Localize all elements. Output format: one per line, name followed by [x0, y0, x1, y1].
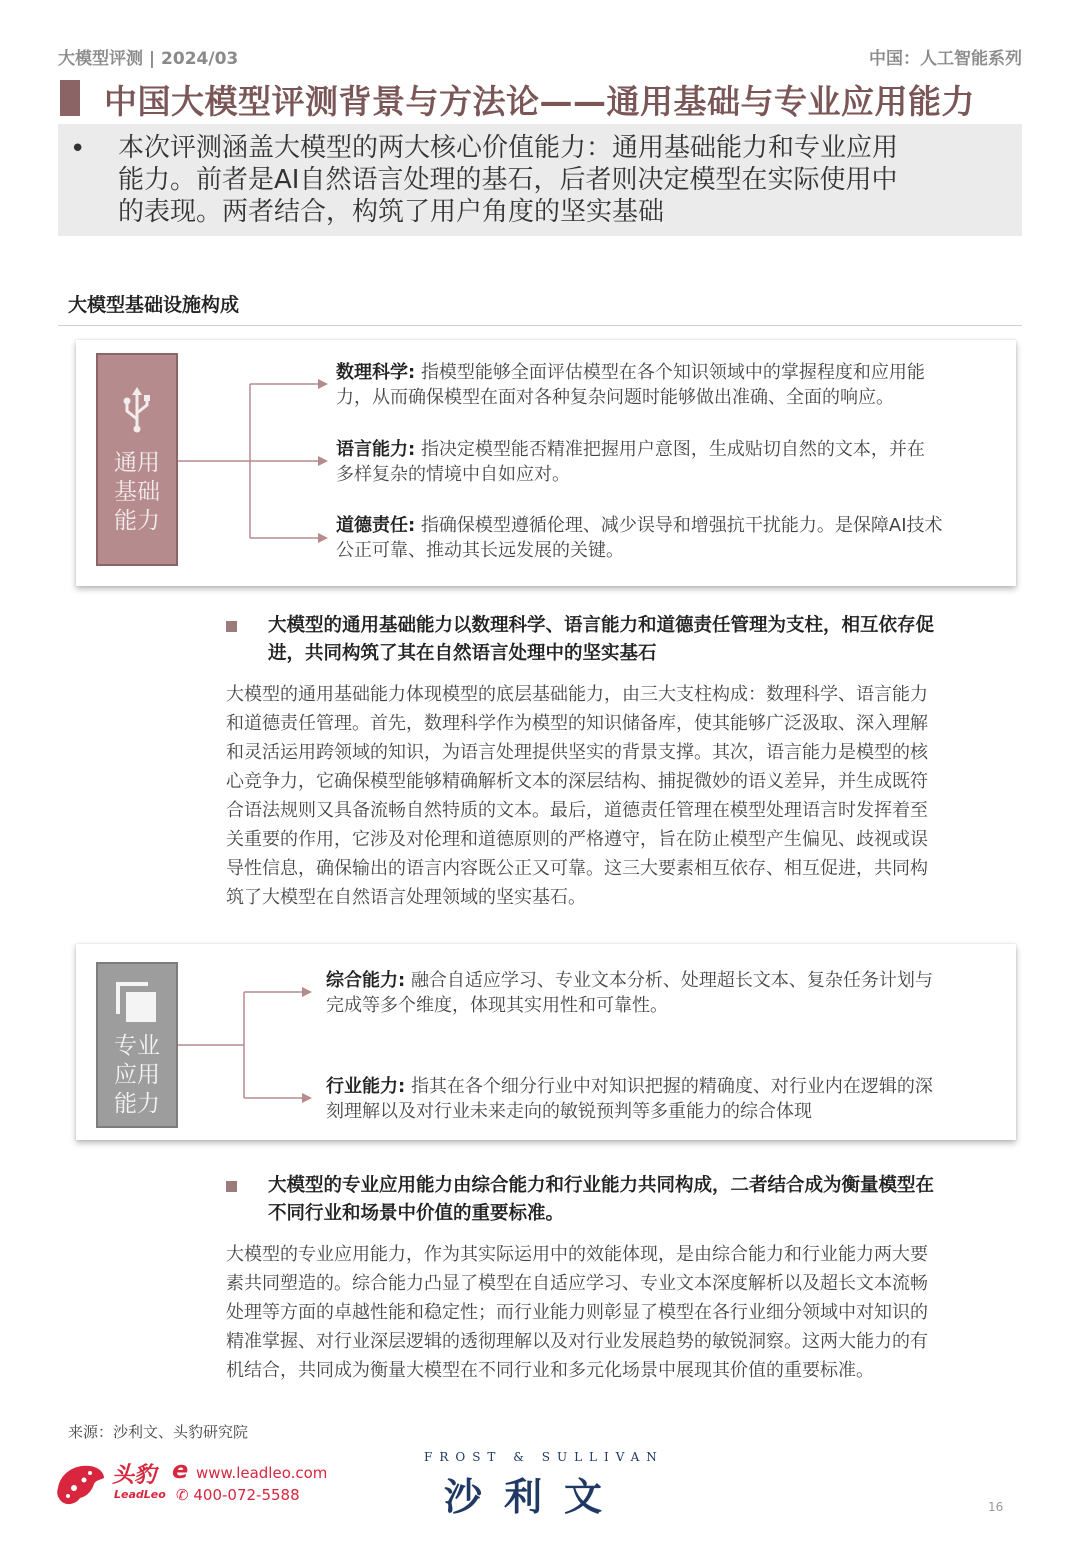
section-divider	[58, 325, 1022, 326]
item-term: 行业能力:	[326, 1076, 406, 1097]
leadleo-phone-number: 400-072-5588	[193, 1486, 300, 1504]
title-accent-bar	[60, 80, 80, 116]
paragraph-line: 关重要的作用，它涉及对伦理和道德原则的严格遵守，旨在防止模型产生偏见、歧视或误	[226, 829, 928, 850]
phone-icon: ✆	[176, 1486, 189, 1504]
leadleo-logo-cn: 头豹	[112, 1463, 157, 1488]
paragraph-line: 和灵活运用跨领域的知识，为语言处理提供坚实的背景支撑。其次，语言能力是模型的核	[226, 742, 928, 763]
pillar-label	[98, 449, 176, 536]
leopard-logo-icon	[54, 1458, 108, 1512]
usb-icon	[117, 385, 157, 441]
item-term: 道德责任:	[336, 515, 416, 536]
page-number: 16	[988, 1500, 1004, 1514]
key-point-line: 大模型的专业应用能力由综合能力和行业能力共同构成，二者结合成为衡量模型在	[268, 1175, 935, 1196]
source-note: 来源：沙利文、头豹研究院	[68, 1423, 249, 1441]
pillar-label-line: 基础	[114, 479, 160, 505]
key-point-line: 大模型的通用基础能力以数理科学、语言能力和道德责任管理为支柱，相互依存促	[268, 615, 935, 636]
paragraph-line: 和道德责任管理。首先，数理科学作为模型的知识储备库，使其能够广泛汲取、深入理解	[226, 713, 928, 734]
key-point-line: 进，共同构筑了其在自然语言处理中的坚实基石	[268, 643, 657, 664]
summary-line: 能力。前者是AI自然语言处理的基石，后者则决定模型在实际使用中	[118, 165, 898, 195]
summary-line: 本次评测涵盖大模型的两大核心价值能力：通用基础能力和专业应用	[118, 133, 899, 163]
paragraph-line: 心竞争力，它确保模型能够精确解析文本的深层结构、捕捉微妙的语义差异，并生成既符	[226, 771, 928, 792]
copy-icon	[114, 980, 160, 1034]
leadleo-e-icon: e	[172, 1456, 189, 1484]
leadleo-logo	[54, 1456, 334, 1512]
item-desc: 融合自适应学习、专业文本分析、处理超长文本、复杂任务计划与	[410, 970, 933, 991]
professional-ability-pillar	[96, 962, 178, 1128]
pillar-label-line: 专业	[114, 1033, 160, 1059]
item-desc: 公正可靠、推动其长远发展的关键。	[336, 540, 624, 561]
square-bullet-icon	[226, 1181, 237, 1192]
frost-sullivan-logo-en: FROST & SULLIVAN	[424, 1450, 664, 1464]
header-series-name: 中国：人工智能系列	[869, 49, 1022, 69]
paragraph-line: 处理等方面的卓越性能和稳定性；而行业能力则彰显了模型在各行业细分领域中对知识的	[226, 1302, 928, 1323]
item-term: 综合能力:	[326, 970, 406, 991]
paragraph-general	[226, 680, 1006, 912]
key-point-text	[268, 1172, 1004, 1228]
paragraph-line: 导性信息，确保输出的语言内容既公正又可靠。这三大要素相互依存、相互促进，共同构	[226, 858, 928, 879]
item-term: 数理科学:	[336, 362, 416, 383]
item-ethics	[336, 513, 1008, 563]
item-desc: 完成等多个维度，体现其实用性和可靠性。	[326, 995, 668, 1016]
summary-text	[118, 132, 998, 228]
pillar-label-line: 能力	[114, 1091, 160, 1117]
general-ability-pillar	[96, 353, 178, 566]
key-point-text	[268, 612, 1004, 668]
pillar-label	[98, 1032, 176, 1119]
item-desc: 刻理解以及对行业未来走向的敏锐预判等多重能力的综合体现	[326, 1101, 812, 1122]
paragraph-line: 精准掌握、对行业深层逻辑的透彻理解以及对行业发展趋势的敏锐洞察。这两大能力的有	[226, 1331, 928, 1352]
summary-bullet: •	[70, 134, 86, 164]
item-math-science	[336, 360, 1008, 410]
item-term: 语言能力:	[336, 439, 416, 460]
paragraph-line: 筑了大模型在自然语言处理领域的坚实基石。	[226, 887, 586, 908]
item-comprehensive-ability	[326, 968, 1008, 1018]
paragraph-line: 机结合，共同成为衡量大模型在不同行业和多元化场景中展现其价值的重要标准。	[226, 1360, 874, 1381]
pillar-label-line: 能力	[114, 508, 160, 534]
item-industry-ability	[326, 1074, 1008, 1124]
pillar-label-line: 通用	[114, 450, 160, 476]
general-connector-lines	[178, 340, 338, 600]
item-desc: 多样复杂的情境中自如应对。	[336, 464, 570, 485]
frost-sullivan-logo-cn: 沙利文	[444, 1475, 625, 1519]
section-title: 大模型基础设施构成	[68, 294, 240, 316]
paragraph-professional	[226, 1240, 1006, 1385]
item-desc: 力，从而确保模型在面对各种复杂问题时能够做出准确、全面的响应。	[336, 387, 894, 408]
pillar-label-line: 应用	[114, 1062, 160, 1088]
item-desc: 指模型能够全面评估模型在各个知识领域中的掌握程度和应用能	[420, 362, 925, 383]
summary-box	[58, 124, 1022, 236]
paragraph-line: 素共同塑造的。综合能力凸显了模型在自适应学习、专业文本深度解析以及超长文本流畅	[226, 1273, 928, 1294]
paragraph-line: 大模型的专业应用能力，作为其实际运用中的效能体现，是由综合能力和行业能力两大要	[226, 1244, 928, 1265]
paragraph-line: 合语法规则又具备流畅自然特质的文本。最后，道德责任管理在模型处理语言时发挥着至	[226, 800, 928, 821]
item-language-ability	[336, 437, 1008, 487]
item-desc: 指确保模型遵循伦理、减少误导和增强抗干扰能力。是保障AI技术	[420, 515, 943, 536]
key-point-line: 不同行业和场景中价值的重要标准。	[268, 1203, 565, 1224]
leadleo-logo-en: LeadLeo	[114, 1488, 166, 1501]
summary-line: 的表现。两者结合，构筑了用户角度的坚实基础	[118, 197, 665, 227]
leadleo-website[interactable]: www.leadleo.com	[196, 1464, 328, 1482]
square-bullet-icon	[226, 621, 237, 632]
item-desc: 指其在各个细分行业中对知识把握的精确度、对行业内在逻辑的深	[410, 1076, 933, 1097]
page-title: 中国大模型评测背景与方法论——通用基础与专业应用能力	[104, 82, 975, 121]
item-desc: 指决定模型能否精准把握用户意图，生成贴切自然的文本，并在	[420, 439, 925, 460]
professional-connector-lines	[178, 944, 338, 1144]
header-report-name: 大模型评测 | 2024/03	[58, 49, 239, 69]
leadleo-phone	[176, 1486, 300, 1504]
paragraph-line: 大模型的通用基础能力体现模型的底层基础能力，由三大支柱构成：数理科学、语言能力	[226, 684, 928, 705]
